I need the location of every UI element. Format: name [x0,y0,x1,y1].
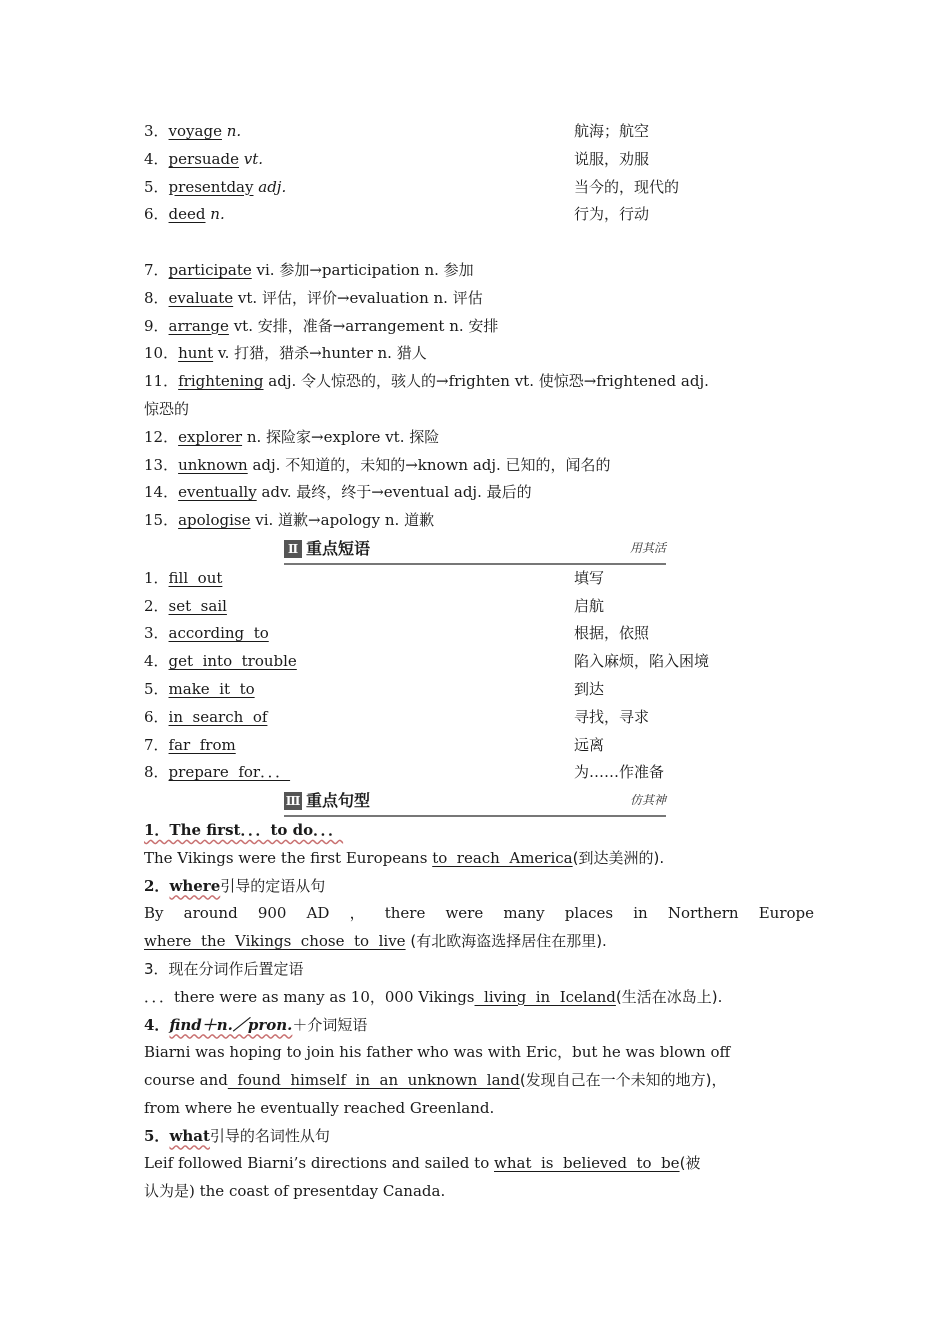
phrase-text: set sail [168,596,227,615]
vocab-derivation: adv. 最终，终于→eventual adj. 最后的 [256,483,532,502]
vocab-item [144,174,814,202]
example-hint: (发现自己在一个未知的地方)， [519,1071,727,1090]
phrase-item [144,565,814,593]
phrase-meaning: 填写 [574,568,605,587]
section-tag: 仿其神 [629,793,666,808]
phrase-item [144,732,814,760]
item-number: 6． [144,205,169,224]
word: around [183,904,238,923]
example-hint: (生活在冰岛上). [615,987,723,1006]
phrase-text: make it to [168,679,255,698]
phrase-meaning: 到达 [574,679,605,698]
vocab-derivation: adj. 令人惊恐的，骇人的→frighten vt. 使惊恐→frightened adj. [263,372,709,391]
phrase-meaning: 寻找，寻求 [574,707,650,726]
vocab-word: explorer [178,427,243,446]
section-title: 重点短语 [306,538,371,558]
pattern-title: 引导的名词性从句 [209,1126,330,1145]
phrase-meaning: 为……作准备 [574,763,665,782]
section-header-patterns [284,787,666,817]
vocab-item [144,368,814,396]
item-number: 10． [144,344,179,363]
answer-blank: to reach America [432,848,573,867]
pattern-example-line: Biarni was hoping to join his father who was with Eric，but he was blown off [144,1043,731,1062]
vocab-item [144,340,814,368]
word: ， [349,904,365,923]
item-number: 4． [144,149,169,168]
item-number: 4． [144,652,169,671]
answer-blank: where the Vikings chose to live [144,932,406,951]
vocab-word: deed [168,205,206,224]
pattern-example [144,1067,814,1095]
item-number: 5． [144,679,169,698]
word: Northern [667,904,739,923]
vocab-word: arrange [168,316,229,335]
item-number: 11． [144,372,179,391]
vocab-word: unknown [178,455,248,474]
phrase-meaning: 陷入麻烦，陷入困境 [574,652,710,671]
item-number: 5． [144,1126,170,1145]
phrase-text: prepare for．．． [168,763,291,782]
word: By [144,904,164,923]
part-of-speech: n. [210,205,225,224]
pattern-example-line: from where he eventually reached Greenland. [144,1098,495,1117]
pattern-title: ＋介词短语 [292,1015,368,1034]
vocab-item [144,507,814,535]
vocab-word: hunt [178,344,214,363]
item-number: 12． [144,427,179,446]
pattern-example [144,1150,814,1178]
pattern-example-line: 认为是) the coast of presentday Canada. [144,1182,446,1201]
vocab-word: participate [168,260,252,279]
vocab-item [144,257,814,285]
answer-blank: found himself in an unknown land [227,1071,520,1090]
pattern-keyword: find＋n.／pron. [169,1015,293,1034]
example-text: ．．．there were as many as 10，000 Vikings [144,987,475,1006]
vocab-word: evaluate [168,288,234,307]
section-tag: 用其活 [629,540,666,555]
vocab-item [144,479,814,507]
vocab-derivation: vi. 道歉→apology n. 道歉 [250,511,435,530]
phrase-item [144,759,814,787]
vocab-item [144,118,814,146]
vocab-word: voyage [168,122,222,140]
vocab-item [144,424,814,452]
vocab-word: presentday [168,177,254,196]
word: there [384,904,426,923]
phrase-text: according to [168,624,269,643]
item-number: 8． [144,763,169,782]
vocab-item [144,452,814,480]
vocab-item [144,201,814,229]
answer-blank: living in Iceland [474,987,616,1006]
item-number: 5． [144,177,169,196]
pattern-heading [144,1012,814,1040]
item-number: 9． [144,316,169,335]
pattern-heading [144,1123,814,1151]
pattern-example [144,984,814,1012]
vocab-derivation: vi. 参加→participation n. 参加 [251,260,474,279]
phrase-text: in search of [168,707,268,726]
item-number: 2． [144,876,170,895]
vocab-meaning: 行为，行动 [574,205,650,224]
vocab-word: frightening [178,372,264,391]
spacer [144,229,814,257]
word: many [503,904,545,923]
item-number: 3． [144,122,169,140]
phrase-text: fill out [168,568,223,587]
pattern-keyword: where [169,876,221,895]
word: in [633,904,648,923]
phrase-meaning: 启航 [574,596,605,615]
item-number: 1． [144,568,169,587]
phrase-item [144,676,814,704]
item-number: 7． [144,735,169,754]
word: Europe [758,904,814,923]
word: AD [306,904,330,923]
word: 900 [257,904,287,923]
section-number-badge: Ⅲ [285,794,301,809]
word: places [564,904,614,923]
item-number: 7． [144,260,169,279]
vocab-item [144,313,814,341]
pattern-example [144,928,814,956]
item-number: 14． [144,483,179,502]
part-of-speech: adj. [258,177,287,196]
pattern-heading [144,956,814,984]
phrase-meaning: 远离 [574,735,605,754]
vocab-word: persuade [168,149,239,168]
example-text: The Vikings were the first Europeans [144,848,433,867]
pattern-title: 3．现在分词作后置定语 [144,959,304,978]
pattern-title: 1．The first．．．to do．．． [144,820,344,839]
example-hint: (被 [679,1154,701,1173]
phrase-text: get into trouble [168,652,297,671]
pattern-keyword: what [169,1126,210,1145]
vocab-item [144,146,814,174]
pattern-example [144,845,814,873]
phrase-meaning: 根据，依照 [574,624,650,643]
example-hint: (到达美洲的). [572,848,665,867]
vocab-derivation: n. 探险家→explore vt. 探险 [242,427,440,446]
item-number: 13． [144,455,179,474]
pattern-example-line [144,900,814,928]
section-title: 重点句型 [306,791,371,811]
pattern-heading [144,817,814,845]
document-page [144,118,814,1206]
example-hint: (有北欧海盗选择居住在那里). [410,932,607,951]
phrase-item [144,620,814,648]
vocab-derivation: v. 打猎，猎杀→hunter n. 猎人 [213,344,427,363]
vocab-derivation: vt. 安排，准备→arrangement n. 安排 [228,316,499,335]
item-number: 15． [144,511,179,530]
section-number-badge: Ⅱ [284,540,302,558]
vocab-continuation: 惊恐的 [144,399,190,418]
part-of-speech: vt. [243,149,264,168]
item-number: 8． [144,288,169,307]
example-text: course and [144,1071,228,1090]
section-header-phrases [284,535,666,565]
example-text: Leif followed Biarni’s directions and sailed to [144,1154,494,1173]
vocab-meaning: 说服，劝服 [574,149,650,168]
item-number: 3． [144,624,169,643]
phrase-item [144,593,814,621]
vocab-meaning: 航海；航空 [574,122,650,140]
vocab-derivation: adj. 不知道的，未知的→known adj. 已知的，闻名的 [247,455,611,474]
vocab-item [144,285,814,313]
item-number: 4． [144,1015,170,1034]
vocab-word: apologise [178,511,251,530]
vocab-meaning: 当今的，现代的 [574,177,680,196]
phrase-item [144,704,814,732]
phrase-item [144,648,814,676]
item-number: 6． [144,707,169,726]
answer-blank: what is believed to be [494,1154,680,1173]
word: were [445,904,484,923]
pattern-heading [144,873,814,901]
vocab-derivation: vt. 评估，评价→evaluation n. 评估 [233,288,483,307]
phrase-text: far from [168,735,236,754]
pattern-title: 引导的定语从句 [220,876,326,895]
item-number: 2． [144,596,169,615]
vocab-word: eventually [178,483,257,502]
part-of-speech: n. [226,122,242,140]
